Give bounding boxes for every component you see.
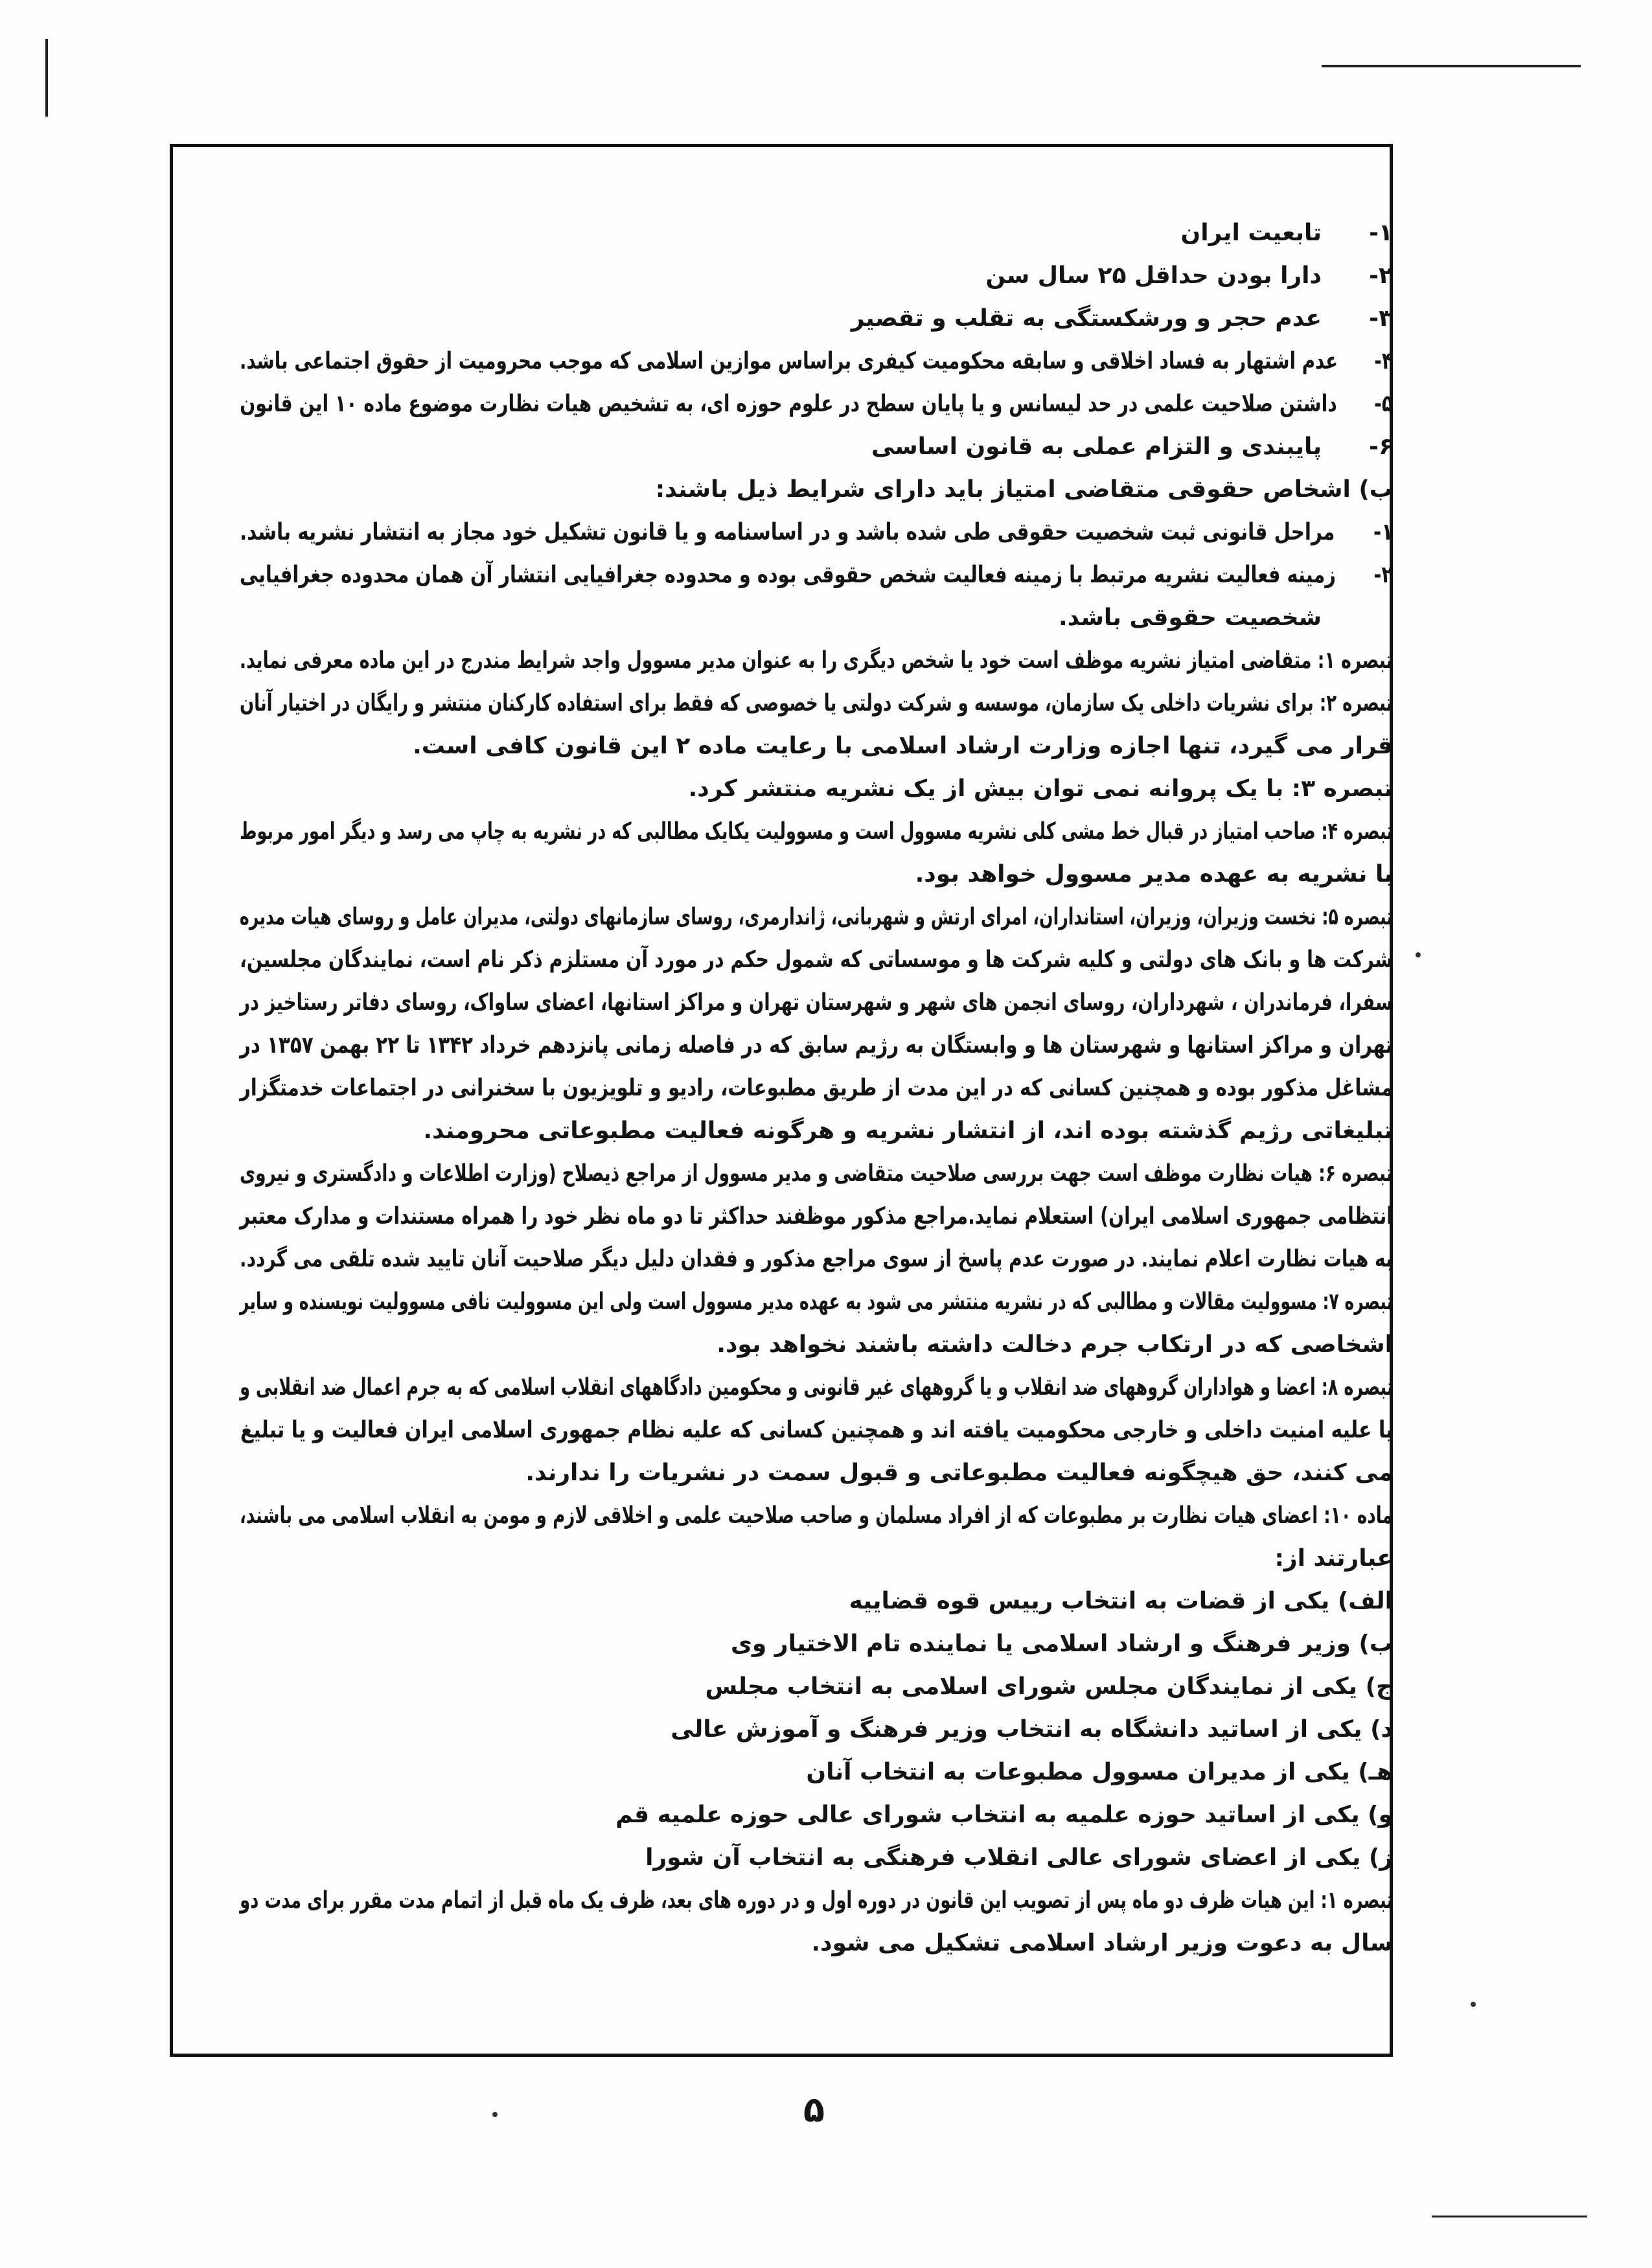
- line-text: دارا بودن حداقل ۲۵ سال سن: [985, 262, 1322, 289]
- scan-edge-line-bottom: [1432, 2216, 1587, 2217]
- text-line: [985, 253, 1393, 299]
- line-text: یا علیه امنیت داخلی و خارجی محکومیت یافته اند و همچنین کسانی که علیه نظام جمهوری اسلامی ایران فعالیت و یا تبلیغ: [240, 1417, 1393, 1443]
- text-line: [240, 1066, 1393, 1111]
- line-text: اشخاصی که در ارتکاب جرم دخالت داشته باشند نخواهد بود.: [717, 1331, 1393, 1358]
- text-line: [1059, 595, 1393, 641]
- text-line: [717, 1322, 1393, 1368]
- line-text: تبصره ۱: متقاضی امتیاز نشریه موظف است خود یا شخص دیگری را به عنوان مدیر مسوول واجد شرایط مندرج در این ماده معرفی نماید.: [240, 647, 1393, 674]
- item-number: ۴-: [1374, 348, 1393, 374]
- line-text: و) یکی از اساتید حوزه علمیه به انتخاب شورای عالی حوزه علمیه قم: [615, 1802, 1393, 1828]
- line-text: الف) یکی از قضات به انتخاب رییس قوه قضاییه: [849, 1588, 1393, 1614]
- text-line: [240, 681, 1393, 726]
- line-text: تبصره ۷: مسوولیت مقالات و مطالبی که در نشریه منتشر می شود به عهده مدیر مسوول است ولی این مسوولیت نافی مسوولیت نویسنده و سایر: [240, 1289, 1393, 1315]
- line-text: با نشریه به عهده مدیر مسوول خواهد بود.: [915, 861, 1393, 888]
- text-line: [525, 1450, 1393, 1496]
- scan-speck: [1416, 952, 1421, 957]
- item-number: ۱-: [1373, 519, 1393, 545]
- line-text: پایبندی و التزام عملی به قانون اساسی: [871, 433, 1322, 460]
- line-text: هـ) یکی از مدیران مسوول مطبوعات به انتخاب آنان: [806, 1759, 1393, 1785]
- item-number: ۲-: [1369, 262, 1393, 289]
- text-line: [413, 724, 1393, 769]
- item-number: ۵-: [1374, 391, 1393, 417]
- line-text: تهران و مراکز استانها و شهرستان ها و وابستگان به رژیم سابق که در فاصله زمانی پانزدهم خرداد ۱۳۴۲ تا ۲۲ بهمن ۱۳۵۷ در: [240, 1032, 1393, 1059]
- line-text: به هیات نظارت اعلام نمایند. در صورت عدم پاسخ از سوی مراجع مذکور و فقدان دلیل دیگر صلاحیت آنان تایید شده تلقی می گردد.: [240, 1246, 1393, 1272]
- line-text: مراحل قانونی ثبت شخصیت حقوقی طی شده باشد و در اساسنامه و یا قانون تشکیل خود مجاز به انتشار نشریه باشد.: [239, 519, 1335, 545]
- page-number: ۵: [803, 2089, 825, 2130]
- line-text: تبصره ۸: اعضا و هواداران گروههای ضد انقلاب و یا گروههای غیر قانونی و محکومین دادگاههای انقلاب اسلامی که به جرم اعمال ضد انقلابی و: [239, 1374, 1393, 1401]
- text-line: [423, 1108, 1393, 1154]
- text-line: [706, 1664, 1394, 1710]
- line-text: ب) وزیر فرهنگ و ارشاد اسلامی یا نماینده تام الاختیار وی: [730, 1631, 1393, 1657]
- text-line: [240, 809, 1393, 854]
- line-text: د) یکی از اساتید دانشگاه به انتخاب وزیر فرهنگ و آموزش عالی: [671, 1716, 1393, 1743]
- line-text: تبصره ۲: برای نشریات داخلی یک سازمان، موسسه و شرکت دولتی یا خصوصی که فقط برای استفاده کارکنان منتشر و رایگان در اختیار آنان: [240, 690, 1393, 716]
- line-text: مشاغل مذکور بوده و همچنین کسانی که در این مدت از طریق مطبوعات، رادیو و تلویزیون با سخنرانی در اجتماعات خدمتگزار: [239, 1075, 1393, 1101]
- text-line: [240, 895, 1393, 940]
- line-text: ز) یکی از اعضای شورای عالی انقلاب فرهنگی به انتخاب آن شورا: [645, 1844, 1393, 1871]
- text-line: [645, 1835, 1393, 1881]
- scan-speck: [1471, 2002, 1476, 2007]
- line-text: ج) یکی از نمایندگان مجلس شورای اسلامی به انتخاب مجلس: [705, 1673, 1393, 1700]
- text-line: [240, 1194, 1393, 1239]
- line-text: تبصره ۱: این هیات ظرف دو ماه پس از تصویب این قانون در دوره اول و در دوره های بعد، ظرف یک ماه قبل از اتمام مدت مقرر برای مدت دو: [239, 1887, 1393, 1914]
- line-text: تبصره ۵: نخست وزیران، وزیران، استانداران، امرای ارتش و شهربانی، ژاندارمری، روسای سازمانهای دولتی، مدیران عامل و روسای هیات مدیره: [239, 904, 1393, 930]
- text-line: [851, 296, 1393, 341]
- line-text: داشتن صلاحیت علمی در حد لیسانس و یا پایان سطح در علوم حوزه ای، به تشخیص هیات نظارت موضوع ماده ۱۰ این قانون: [239, 391, 1337, 417]
- text-line: [240, 1279, 1393, 1325]
- text-line: [240, 339, 1393, 384]
- line-text: تابعیت ایران: [1180, 220, 1322, 246]
- line-text: انتظامی جمهوری اسلامی ایران) استعلام نماید.مراجع مذکور موظفند حداکثر تا دو ماه نظر خود را همراه مستندات و مدارک معتبر: [239, 1203, 1393, 1230]
- line-text: زمینه فعالیت نشریه مرتبط با زمینه فعالیت شخص حقوقی بوده و محدوده جغرافیایی انتشار آن همان محدوده جغرافیایی: [239, 562, 1336, 588]
- text-line: [671, 1707, 1393, 1752]
- text-line: [689, 766, 1393, 812]
- line-text: شخصیت حقوقی باشد.: [1058, 604, 1322, 631]
- text-line: [240, 980, 1393, 1025]
- text-line: [731, 1621, 1393, 1667]
- text-line: [240, 1878, 1393, 1923]
- text-line: [240, 638, 1393, 683]
- line-text: تبصره ۴: صاحب امتیاز در قبال خط مشی کلی نشریه مسوول است و مسوولیت یکایک مطالبی که در نشریه به چاپ می رسد و دیگر امور مربوط: [240, 818, 1393, 845]
- line-text: تبلیغاتی رژیم گذشته بوده اند، از انتشار نشریه و هرگونه فعالیت مطبوعاتی محرومند.: [423, 1117, 1393, 1144]
- line-text: عدم اشتهار به فساد اخلاقی و سابقه محکومیت کیفری براساس موازین اسلامی که موجب محرومیت از حقوق اجتماعی باشد.: [240, 348, 1338, 374]
- text-line: [240, 510, 1393, 555]
- line-text: عبارتند از:: [1274, 1545, 1393, 1572]
- item-number: ۶-: [1369, 433, 1393, 460]
- item-number: ۲-: [1373, 562, 1393, 588]
- text-line: [240, 553, 1393, 598]
- text-line: [1180, 211, 1393, 256]
- line-text: عدم حجر و ورشکستگی به تقلب و تقصیر: [851, 305, 1322, 332]
- text-line: [615, 1793, 1393, 1838]
- line-text: سال به دعوت وزیر ارشاد اسلامی تشکیل می شود.: [811, 1930, 1393, 1956]
- item-number: ۳-: [1369, 305, 1393, 332]
- line-text: تبصره ۳: با یک پروانه نمی توان بیش از یک نشریه منتشر کرد.: [688, 775, 1393, 802]
- text-line: [240, 1023, 1393, 1068]
- line-text: ب) اشخاص حقوقی متقاضی امتیاز باید دارای شرایط ذیل باشند:: [655, 476, 1393, 503]
- text-line: [240, 1493, 1393, 1539]
- line-text: ماده ۱۰: اعضای هیات نظارت بر مطبوعات که از افراد مسلمان و صاحب صلاحیت علمی و اخلاقی لازم و مومن به انقلاب اسلامی می باشند،: [240, 1502, 1393, 1529]
- line-text: سفرا، فرماندران ، شهرداران، روسای انجمن های شهر و شهرستان تهران و مراکز استانها، اعضای ساواک، روسای دفاتر رستاخیز در: [240, 989, 1393, 1016]
- line-text: می کنند، حق هیچگونه فعالیت مطبوعاتی و قبول سمت در نشریات را ندارند.: [525, 1460, 1393, 1486]
- line-text: تبصره ۶: هیات نظارت موظف است جهت بررسی صلاحیت متقاضی و مدیر مسوول از مراجع ذیصلاح (وزارت اطلاعات و دادگستری و نیروی: [240, 1160, 1393, 1187]
- text-line: [915, 852, 1393, 897]
- text-line: [871, 424, 1393, 470]
- scan-margin-line: [45, 39, 48, 117]
- text-line: [849, 1579, 1394, 1624]
- scan-edge-line: [1322, 65, 1581, 67]
- text-line: [240, 1151, 1393, 1197]
- text-line: [240, 937, 1393, 983]
- text-line: [811, 1921, 1393, 1966]
- text-line: [806, 1750, 1393, 1795]
- text-line: [240, 1365, 1393, 1410]
- text-line: [240, 382, 1393, 427]
- text-line: [240, 1408, 1393, 1453]
- line-text: قرار می گیرد، تنها اجازه وزارت ارشاد اسلامی با رعایت ماده ۲ این قانون کافی است.: [413, 733, 1393, 759]
- text-line: [240, 1237, 1393, 1282]
- text-line: [1274, 1536, 1393, 1581]
- item-number: ۱-: [1369, 220, 1393, 246]
- line-text: شرکت ها و بانک های دولتی و کلیه شرکت ها و موسساتی که شمول حکم در مورد آن مستلزم ذکر نام است، نمایندگان مجلسین،: [240, 946, 1393, 973]
- text-line: [656, 467, 1393, 512]
- scan-speck: [492, 2112, 498, 2117]
